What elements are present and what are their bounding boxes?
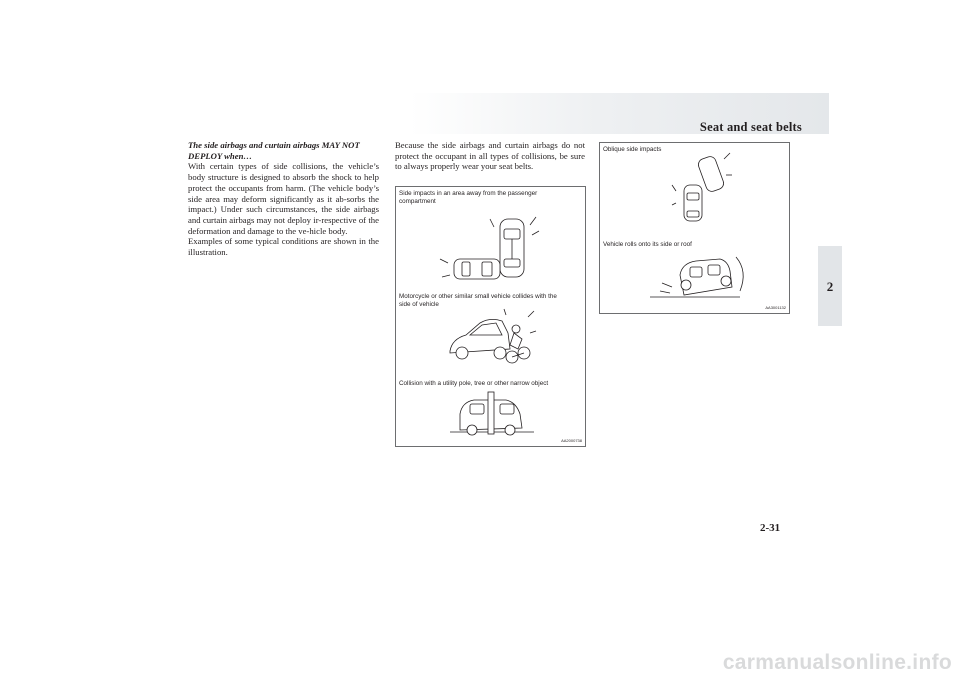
oblique-impact-illustration [672,153,732,229]
caption-line: side of vehicle [399,300,439,308]
side-impact-illustration [440,215,540,281]
page-number: 2-31 [760,522,781,534]
warning-heading [188,140,379,161]
rollover-illustration [650,251,750,301]
figure-caption: Oblique side impacts [603,146,662,153]
figure-caption: Vehicle rolls onto its side or roof [603,241,692,248]
middle-column [395,140,585,172]
figure-code: AA2000738 [561,438,582,443]
figure-code: AA3001132 [765,305,786,310]
figure-caption: Collision with a utility pole, tree or other narrow object [399,380,549,387]
figure-oblique-rollover [599,142,790,314]
warning-heading-line1: The side airbags and curtain airbags MAY NOT [188,140,360,150]
caption-line: Side impacts in an area away from the passenger [399,190,538,197]
caption-line: compartment [399,197,436,205]
warning-heading-line2: DEPLOY when… [188,150,253,161]
pole-impact-illustration [450,392,534,436]
chapter-tab [818,246,842,326]
body-paragraph: Examples of some typical conditions are shown in the illustration. [188,236,379,258]
seat-belt-note: Because the side airbags and curtain airbags do not protect the occupant in all types of collisions, be sure to always properly wear your seat belts. [395,140,585,172]
figure-side-impacts [395,186,586,447]
chapter-number: 2 [826,279,834,294]
figure-caption [399,190,581,205]
caption-line: Motorcycle or other similar small vehicle collides with the [399,293,557,300]
body-paragraph: With certain types of side collisions, the vehicle’s body structure is designed to absorb the shock to help protect the occupants from harm. (The vehicle body’s side area may deform significantly as it ab-sorbs the impact.) Under such circumstances, the side airbags and curtain airbags may not deploy ir-respective of the deformation and damage to the ve-hicle body. [188,161,379,236]
section-title: Seat and seat belts [699,120,802,134]
left-column [188,140,379,258]
figure-caption [399,293,581,308]
motorcycle-impact-illustration [446,309,536,371]
watermark: carmanualsonline.info [722,651,952,674]
